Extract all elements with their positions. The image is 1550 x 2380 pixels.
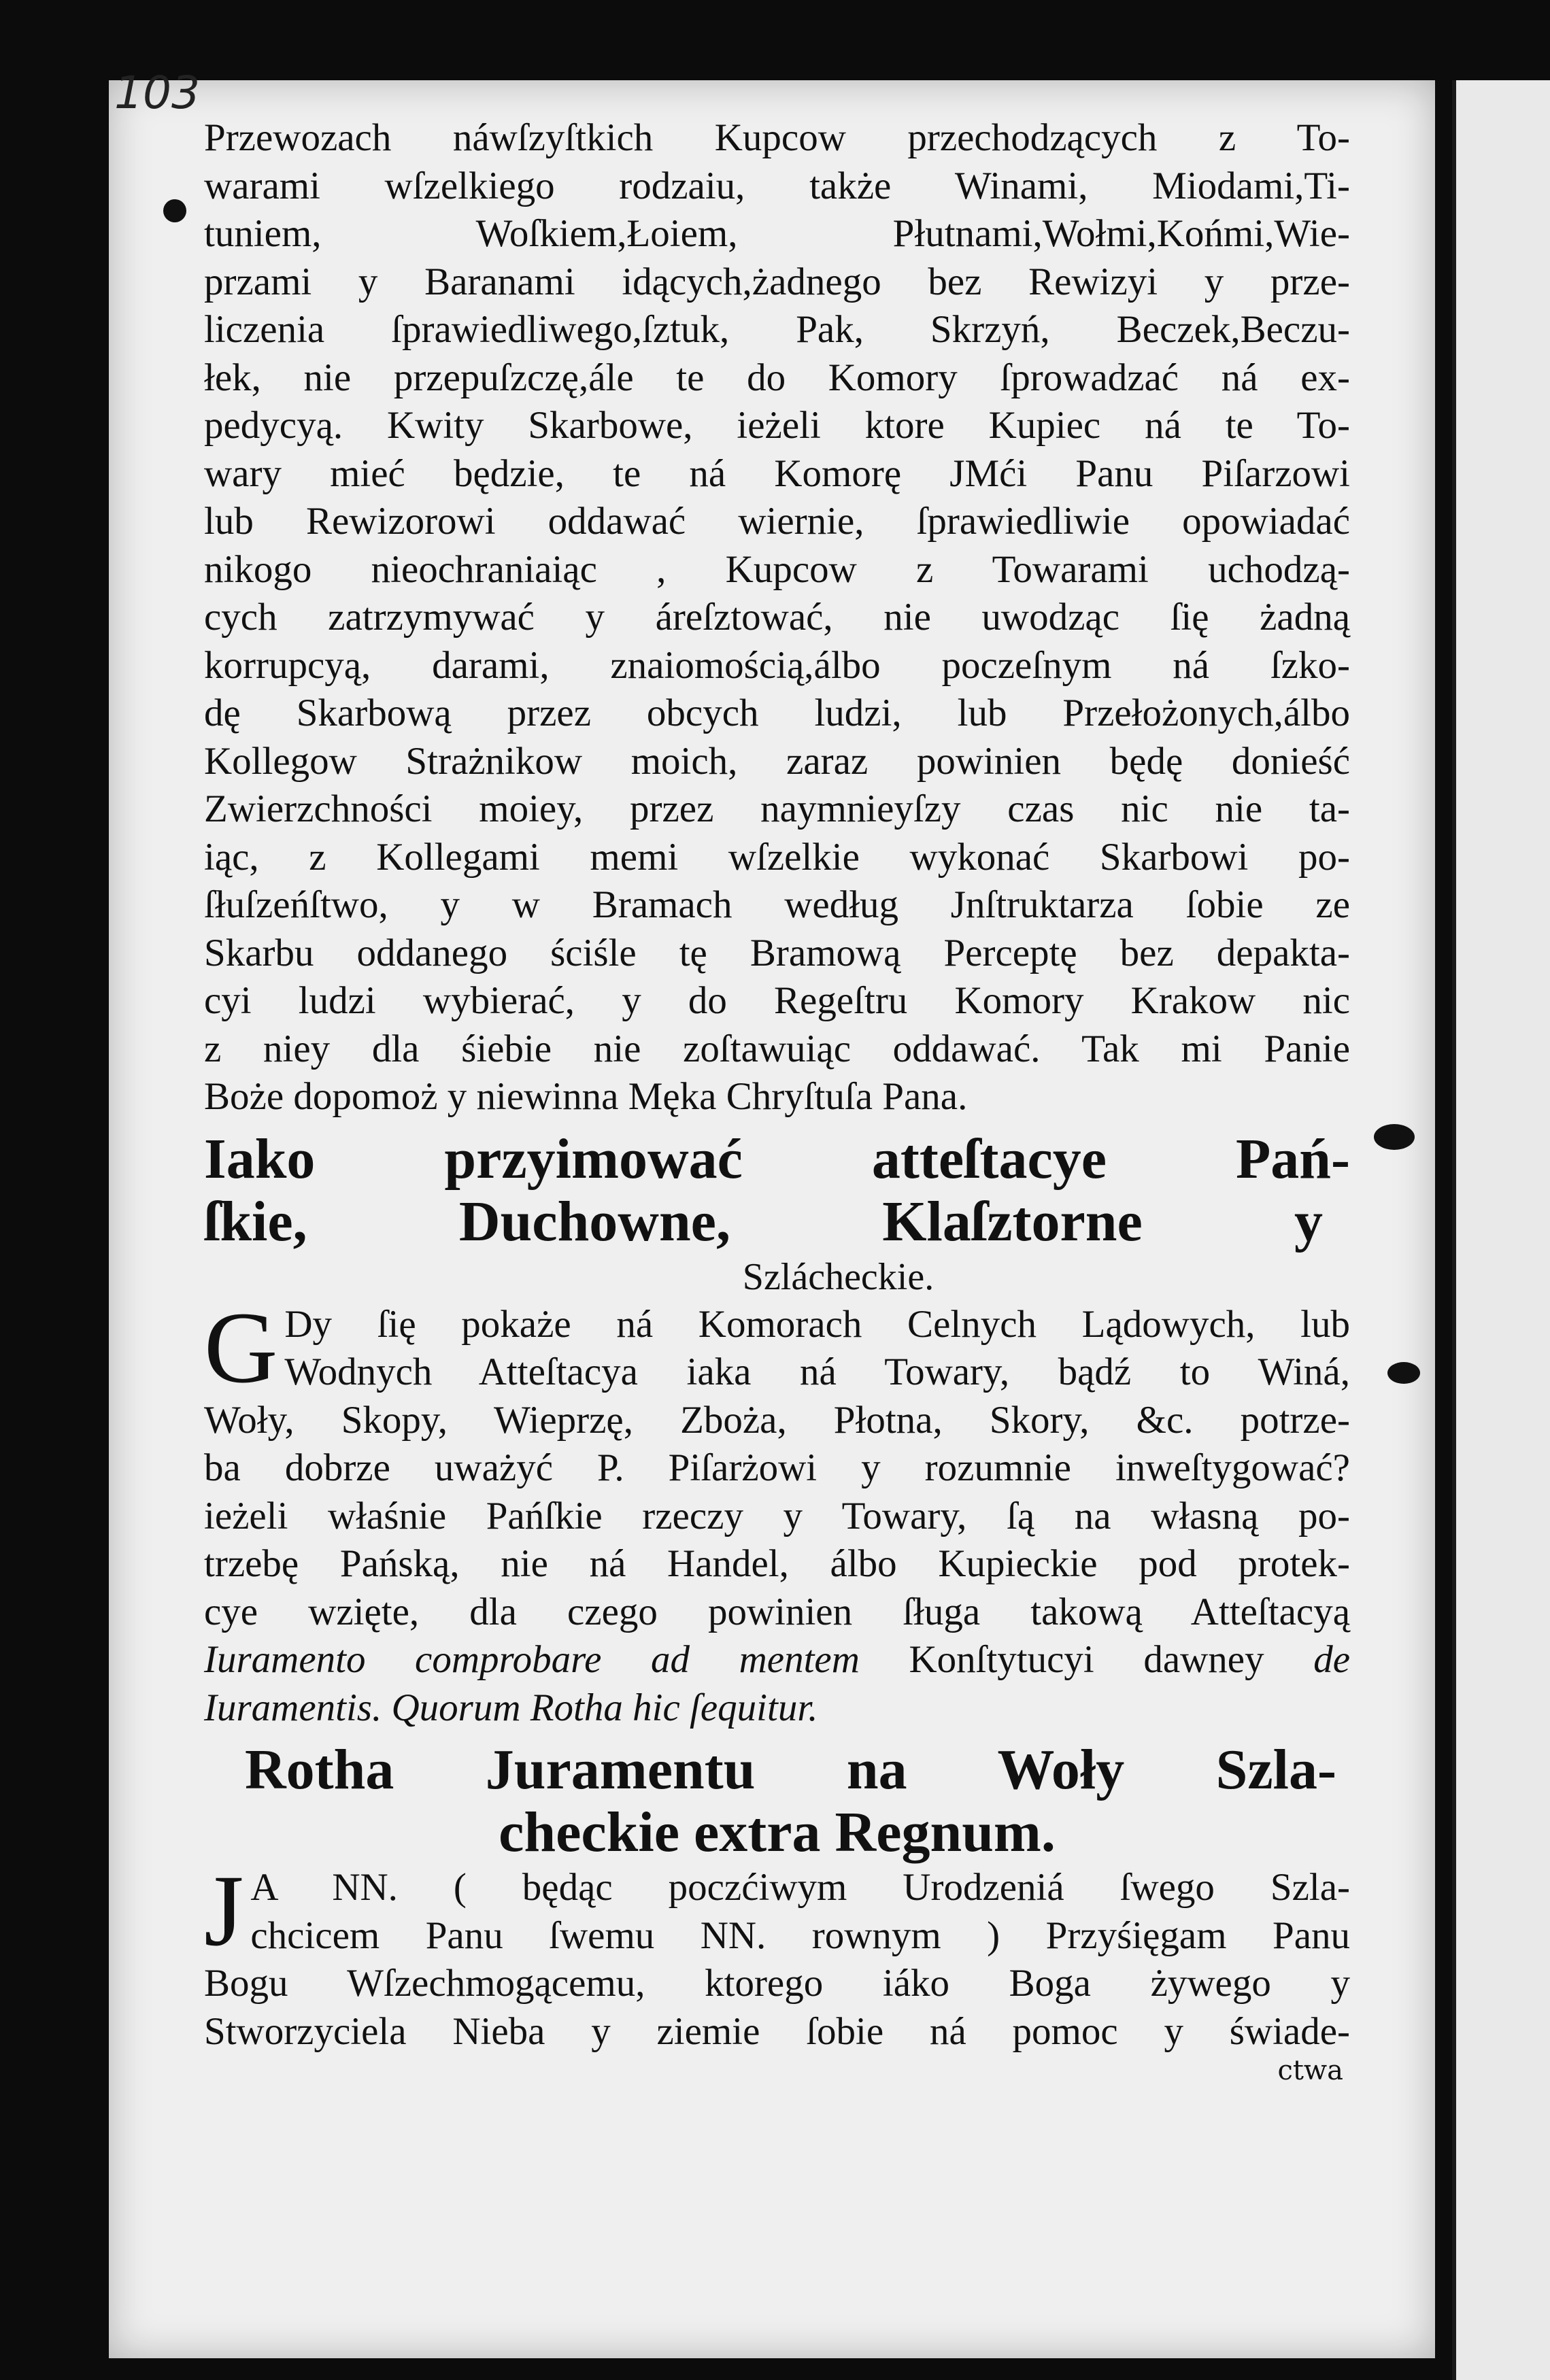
section-heading-oath-line2: checkie extra Regnum. <box>499 1801 1056 1864</box>
text-line: Stworzyciela Nieba y ziemie ſobie ná pomoc y świade- <box>204 2009 1350 2053</box>
text-line: dę Skarbową przez obcych ludzi, lub Przełożonych,álbo <box>204 692 1350 734</box>
text-line: chcicem Panu ſwemu NN. rownym ) Przyśięgam Panu <box>250 1914 1350 1957</box>
text-line: cyi ludzi wybierać, y do Regeſtru Komory Krakow nic <box>204 979 1350 1022</box>
text-line: Skarbu oddanego ściśle tę Bramową Perceptę bez depakta- <box>204 931 1350 974</box>
text-line: cych zatrzymywać y áreſztować, nie uwodząc ſię żadną <box>204 596 1350 639</box>
text-line: Dy ſię pokaże ná Komorach Celnych Lądowych, lub <box>284 1302 1350 1346</box>
text-line: łek, nie przepuſzczę,ále te do Komory ſprowadzać ná ex- <box>204 356 1350 399</box>
text-line: Woły, Skopy, Wieprzę, Zboża, Płotna, Skory, &c. potrze- <box>204 1398 1350 1442</box>
text-line: przami y Baranami idących,żadnego bez Rewizyi y prze- <box>204 260 1350 303</box>
drop-cap: J <box>204 1854 244 1967</box>
text-line: A NN. ( będąc poczćiwym Urodzeniá ſwego Szla- <box>250 1866 1350 1909</box>
text-line <box>204 1636 1350 1684</box>
text-line: Bogu Wſzechmogącemu, ktorego iáko Boga żywego y <box>204 1962 1350 2005</box>
section-subheading: Szlácheckie. <box>742 1255 934 1298</box>
text-line: ieżeli właśnie Pańſkie rzeczy y Towary, ſą na własną po- <box>204 1494 1350 1537</box>
text-line: ſłuſzeńſtwo, y w Bramach według Jnſtruktarza ſobie ze <box>204 883 1350 926</box>
text-line: ba dobrze uważyć P. Piſarżowi y rozumnie inweſtygować? <box>204 1446 1350 1489</box>
text-line: tuniem, Woſkiem,Łoiem, Płutnami,Wołmi,Końmi,Wie- <box>204 212 1350 255</box>
paragraph-attestations <box>204 1291 1351 1733</box>
section-heading-oath: Rotha Juramentu na Woły Szla- <box>245 1738 1336 1801</box>
text-line: wary mieć będzie, te ná Komorę JMći Panu Piſarzowi <box>204 452 1350 495</box>
text-fragment: Konſtytucyi dawney <box>859 1638 1314 1681</box>
folio-number: 103 <box>114 67 200 119</box>
latin-phrase: Iuramentis. Quorum Rotha hic ſequitur. <box>204 1686 818 1729</box>
text-line: iąc, z Kollegami memi wſzelkie wykonać Skarbowi po- <box>204 835 1350 879</box>
text-line: lub Rewizorowi oddawać wiernie, ſprawiedliwie opowiadać <box>204 500 1350 543</box>
text-line: Wodnych Atteſtacya iaka ná Towary, bądź to Winá, <box>284 1350 1350 1393</box>
text-line: korrupcyą, darami, znaiomością,álbo poczeſnym ná ſzko- <box>204 643 1350 687</box>
text-line: Zwierzchności moiey, przez naymnieyſzy czas nic nie ta- <box>204 787 1350 830</box>
adjacent-page-edge <box>1452 80 1550 2380</box>
paragraph-oath <box>204 1854 1350 2056</box>
ink-blot <box>1387 1362 1420 1384</box>
latin-word: de <box>1313 1638 1351 1681</box>
latin-phrase: Iuramento comprobare ad mentem <box>204 1638 860 1681</box>
text-line: pedycyą. Kwity Skarbowe, ieżeli ktore Kupiec ná te To- <box>204 404 1350 447</box>
text-line: liczenia ſprawiedliwego,ſztuk, Pak, Skrzyń, Beczek,Beczu- <box>204 308 1350 351</box>
text-line: trzebę Pańską, nie ná Handel, álbo Kupieckie pod protek- <box>204 1542 1350 1585</box>
paragraph-oath-text <box>204 114 1350 1121</box>
text-line: cye wzięte, dla czego powinien ſługa takową Atteſtacyą <box>204 1590 1350 1633</box>
text-line <box>204 1684 1350 1733</box>
section-heading-attestations-line2: ſkie, Duchowne, Klaſztorne y <box>204 1189 1323 1253</box>
ink-blot <box>163 199 186 222</box>
text-line: Przewozach náwſzyſtkich Kupcow przechodzących z To- <box>204 116 1350 159</box>
drop-cap: G <box>204 1291 278 1404</box>
catchword: ctwa <box>1277 2055 1343 2086</box>
ink-blot <box>1374 1124 1415 1150</box>
text-line: Kollegow Strażnikow moich, zaraz powinien będę donieść <box>204 739 1350 783</box>
text-line: Boże dopomoż y niewinna Męka Chryſtuſa Pana. <box>204 1075 968 1118</box>
section-heading-attestations: Iako przyimować atteſtacye Pań- <box>204 1127 1350 1191</box>
text-line: warami wſzelkiego rodzaiu, także Winami, Miodami,Ti- <box>204 164 1350 207</box>
page-text <box>204 114 1350 2086</box>
text-line: z niey dla śiebie nie zoſtawuiąc oddawać. Tak mi Panie <box>204 1027 1350 1070</box>
text-line: nikogo nieochraniaiąc , Kupcow z Towarami uchodzą- <box>204 547 1350 591</box>
